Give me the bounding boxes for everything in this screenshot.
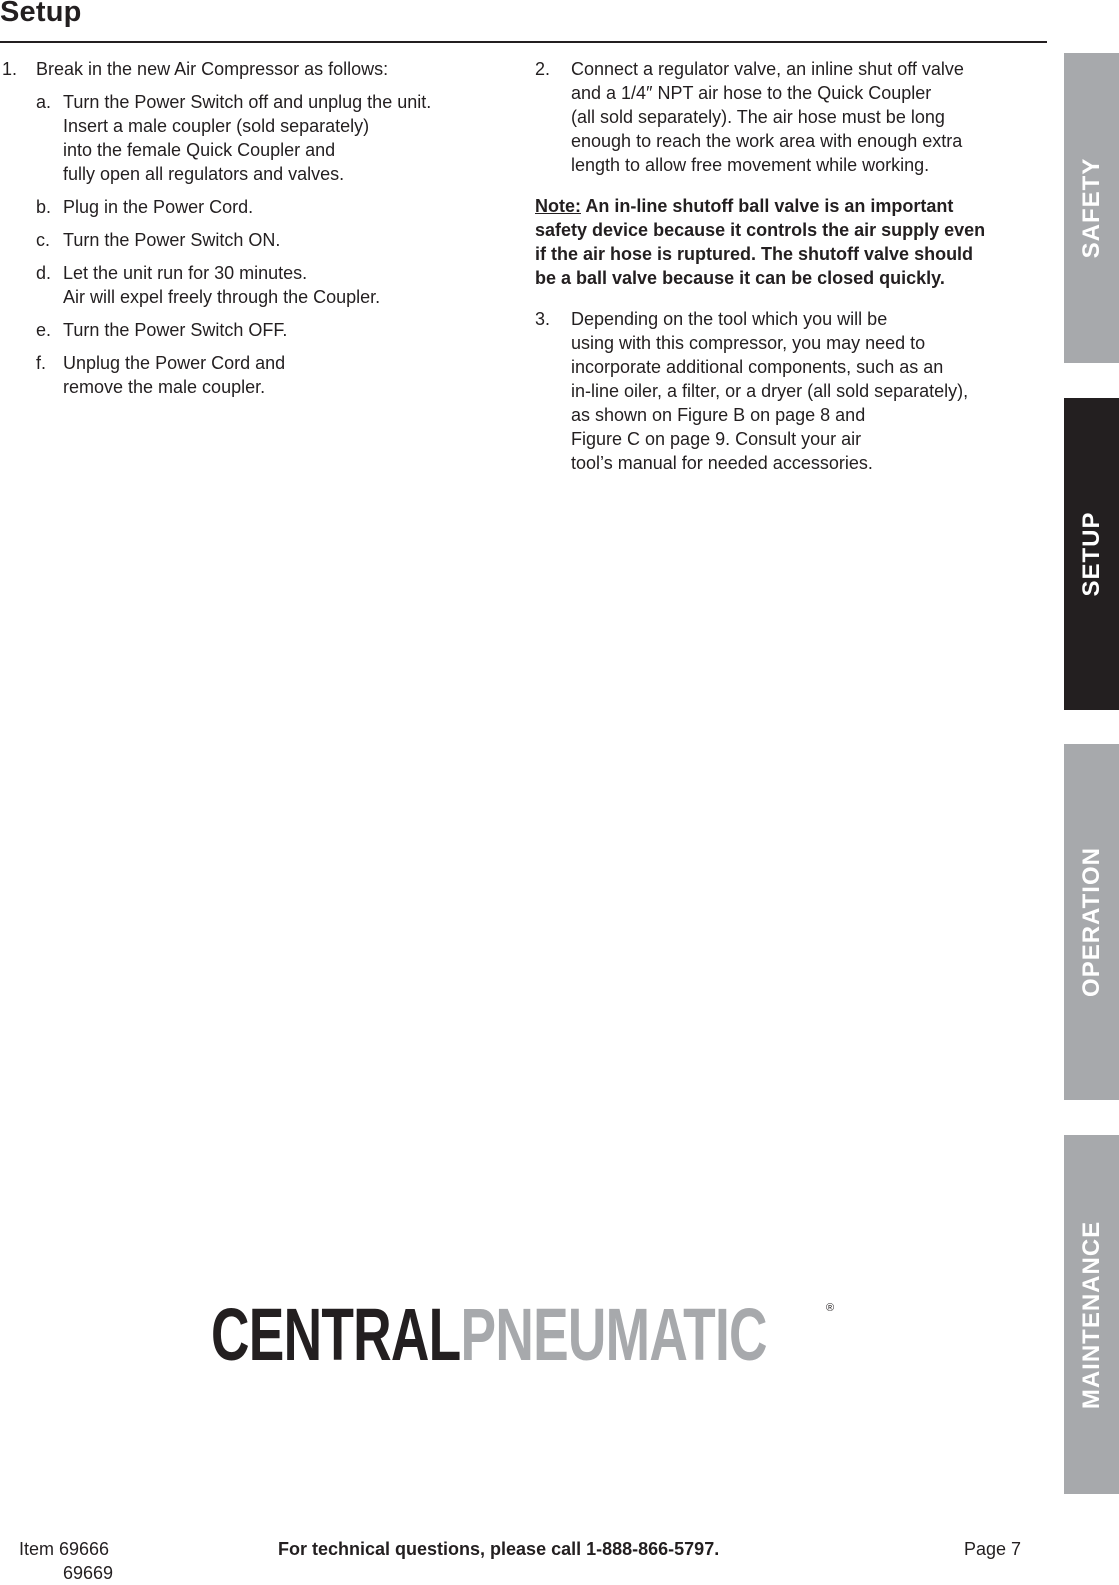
title-divider: [0, 41, 1047, 43]
step-3: [535, 307, 1043, 475]
substep-line: Turn the Power Switch OFF.: [63, 320, 288, 340]
step-line: Depending on the tool which you will be: [571, 309, 888, 329]
substep-label: a.: [36, 92, 52, 112]
technical-questions: For technical questions, please call 1-888-866-5797.: [278, 1539, 720, 1559]
substep-d: [0, 261, 500, 309]
substep-c: [0, 228, 500, 252]
page-number: Page 7: [964, 1539, 1022, 1559]
note-label: Note:: [535, 196, 581, 216]
step-line: (all sold separately). The air hose must be long: [571, 107, 945, 127]
substep-line: fully open all regulators and valves.: [63, 164, 345, 184]
substep-f: [0, 351, 500, 399]
tab-operation[interactable]: [1064, 744, 1119, 1100]
substep-label: f.: [36, 353, 47, 373]
brand-logo: [211, 1295, 767, 1375]
registered-mark: ®: [826, 1302, 835, 1314]
substep-line: Turn the Power Switch off and unplug the unit.: [63, 92, 432, 112]
tab-label: OPERATION: [1077, 847, 1105, 997]
step-number: 2.: [535, 59, 551, 79]
logo-pneumatic: PNEUMATIC: [460, 1293, 767, 1376]
tab-label: SAFETY: [1077, 157, 1105, 259]
step-1: [0, 57, 500, 81]
note-line: be a ball valve because it can be closed quickly.: [535, 268, 945, 288]
step-line: Figure C on page 9. Consult your air: [571, 429, 862, 449]
substep-b: [0, 195, 500, 219]
item-number: [19, 1537, 113, 1585]
substep-label: e.: [36, 320, 52, 340]
tab-safety[interactable]: [1064, 53, 1119, 363]
tab-label: MAINTENANCE: [1077, 1220, 1105, 1409]
logo-central: CENTRAL: [211, 1293, 461, 1376]
note-line: safety device because it controls the air supply even: [535, 220, 986, 240]
substep-line: remove the male coupler.: [63, 377, 266, 397]
step-line: length to allow free movement while working.: [571, 155, 930, 175]
step-line: using with this compressor, you may need to: [571, 333, 926, 353]
tab-setup[interactable]: [1064, 398, 1119, 710]
substep-line: into the female Quick Coupler and: [63, 140, 336, 160]
substep-line: Unplug the Power Cord and: [63, 353, 286, 373]
step-line: incorporate additional components, such as an: [571, 357, 944, 377]
left-column: [0, 57, 500, 399]
safety-note: [535, 194, 1043, 290]
substep-label: c.: [36, 230, 51, 250]
item-second: 69669: [63, 1563, 114, 1583]
step-line: in-line oiler, a filter, or a dryer (all sold separately),: [571, 381, 969, 401]
item-label: Item 69666: [19, 1539, 110, 1559]
right-column: [535, 57, 1043, 475]
step-line: tool’s manual for needed accessories.: [571, 453, 873, 473]
substep-line: Let the unit run for 30 minutes.: [63, 263, 308, 283]
substep-line: Air will expel freely through the Coupler.: [63, 287, 381, 307]
step-2: [535, 57, 1043, 177]
substep-e: [0, 318, 500, 342]
step-line: as shown on Figure B on page 8 and: [571, 405, 866, 425]
substep-line: Turn the Power Switch ON.: [63, 230, 281, 250]
substep-line: Insert a male coupler (sold separately): [63, 116, 370, 136]
step-text: Break in the new Air Compressor as follows:: [36, 59, 389, 79]
substep-label: b.: [36, 197, 52, 217]
step-number: 1.: [2, 59, 18, 79]
step-line: Connect a regulator valve, an inline shut off valve: [571, 59, 964, 79]
substep-a: [0, 90, 500, 186]
tab-label: SETUP: [1077, 511, 1105, 597]
substep-line: Plug in the Power Cord.: [63, 197, 254, 217]
tab-maintenance[interactable]: [1064, 1135, 1119, 1494]
substep-label: d.: [36, 263, 52, 283]
step-number: 3.: [535, 309, 551, 329]
note-line: if the air hose is ruptured. The shutoff valve should: [535, 244, 974, 264]
step-line: and a 1/4″ NPT air hose to the Quick Coupler: [571, 83, 932, 103]
note-line: An in-line shutoff ball valve is an important: [581, 196, 954, 216]
page-title: Setup: [0, 0, 82, 28]
step-line: enough to reach the work area with enough extra: [571, 131, 963, 151]
